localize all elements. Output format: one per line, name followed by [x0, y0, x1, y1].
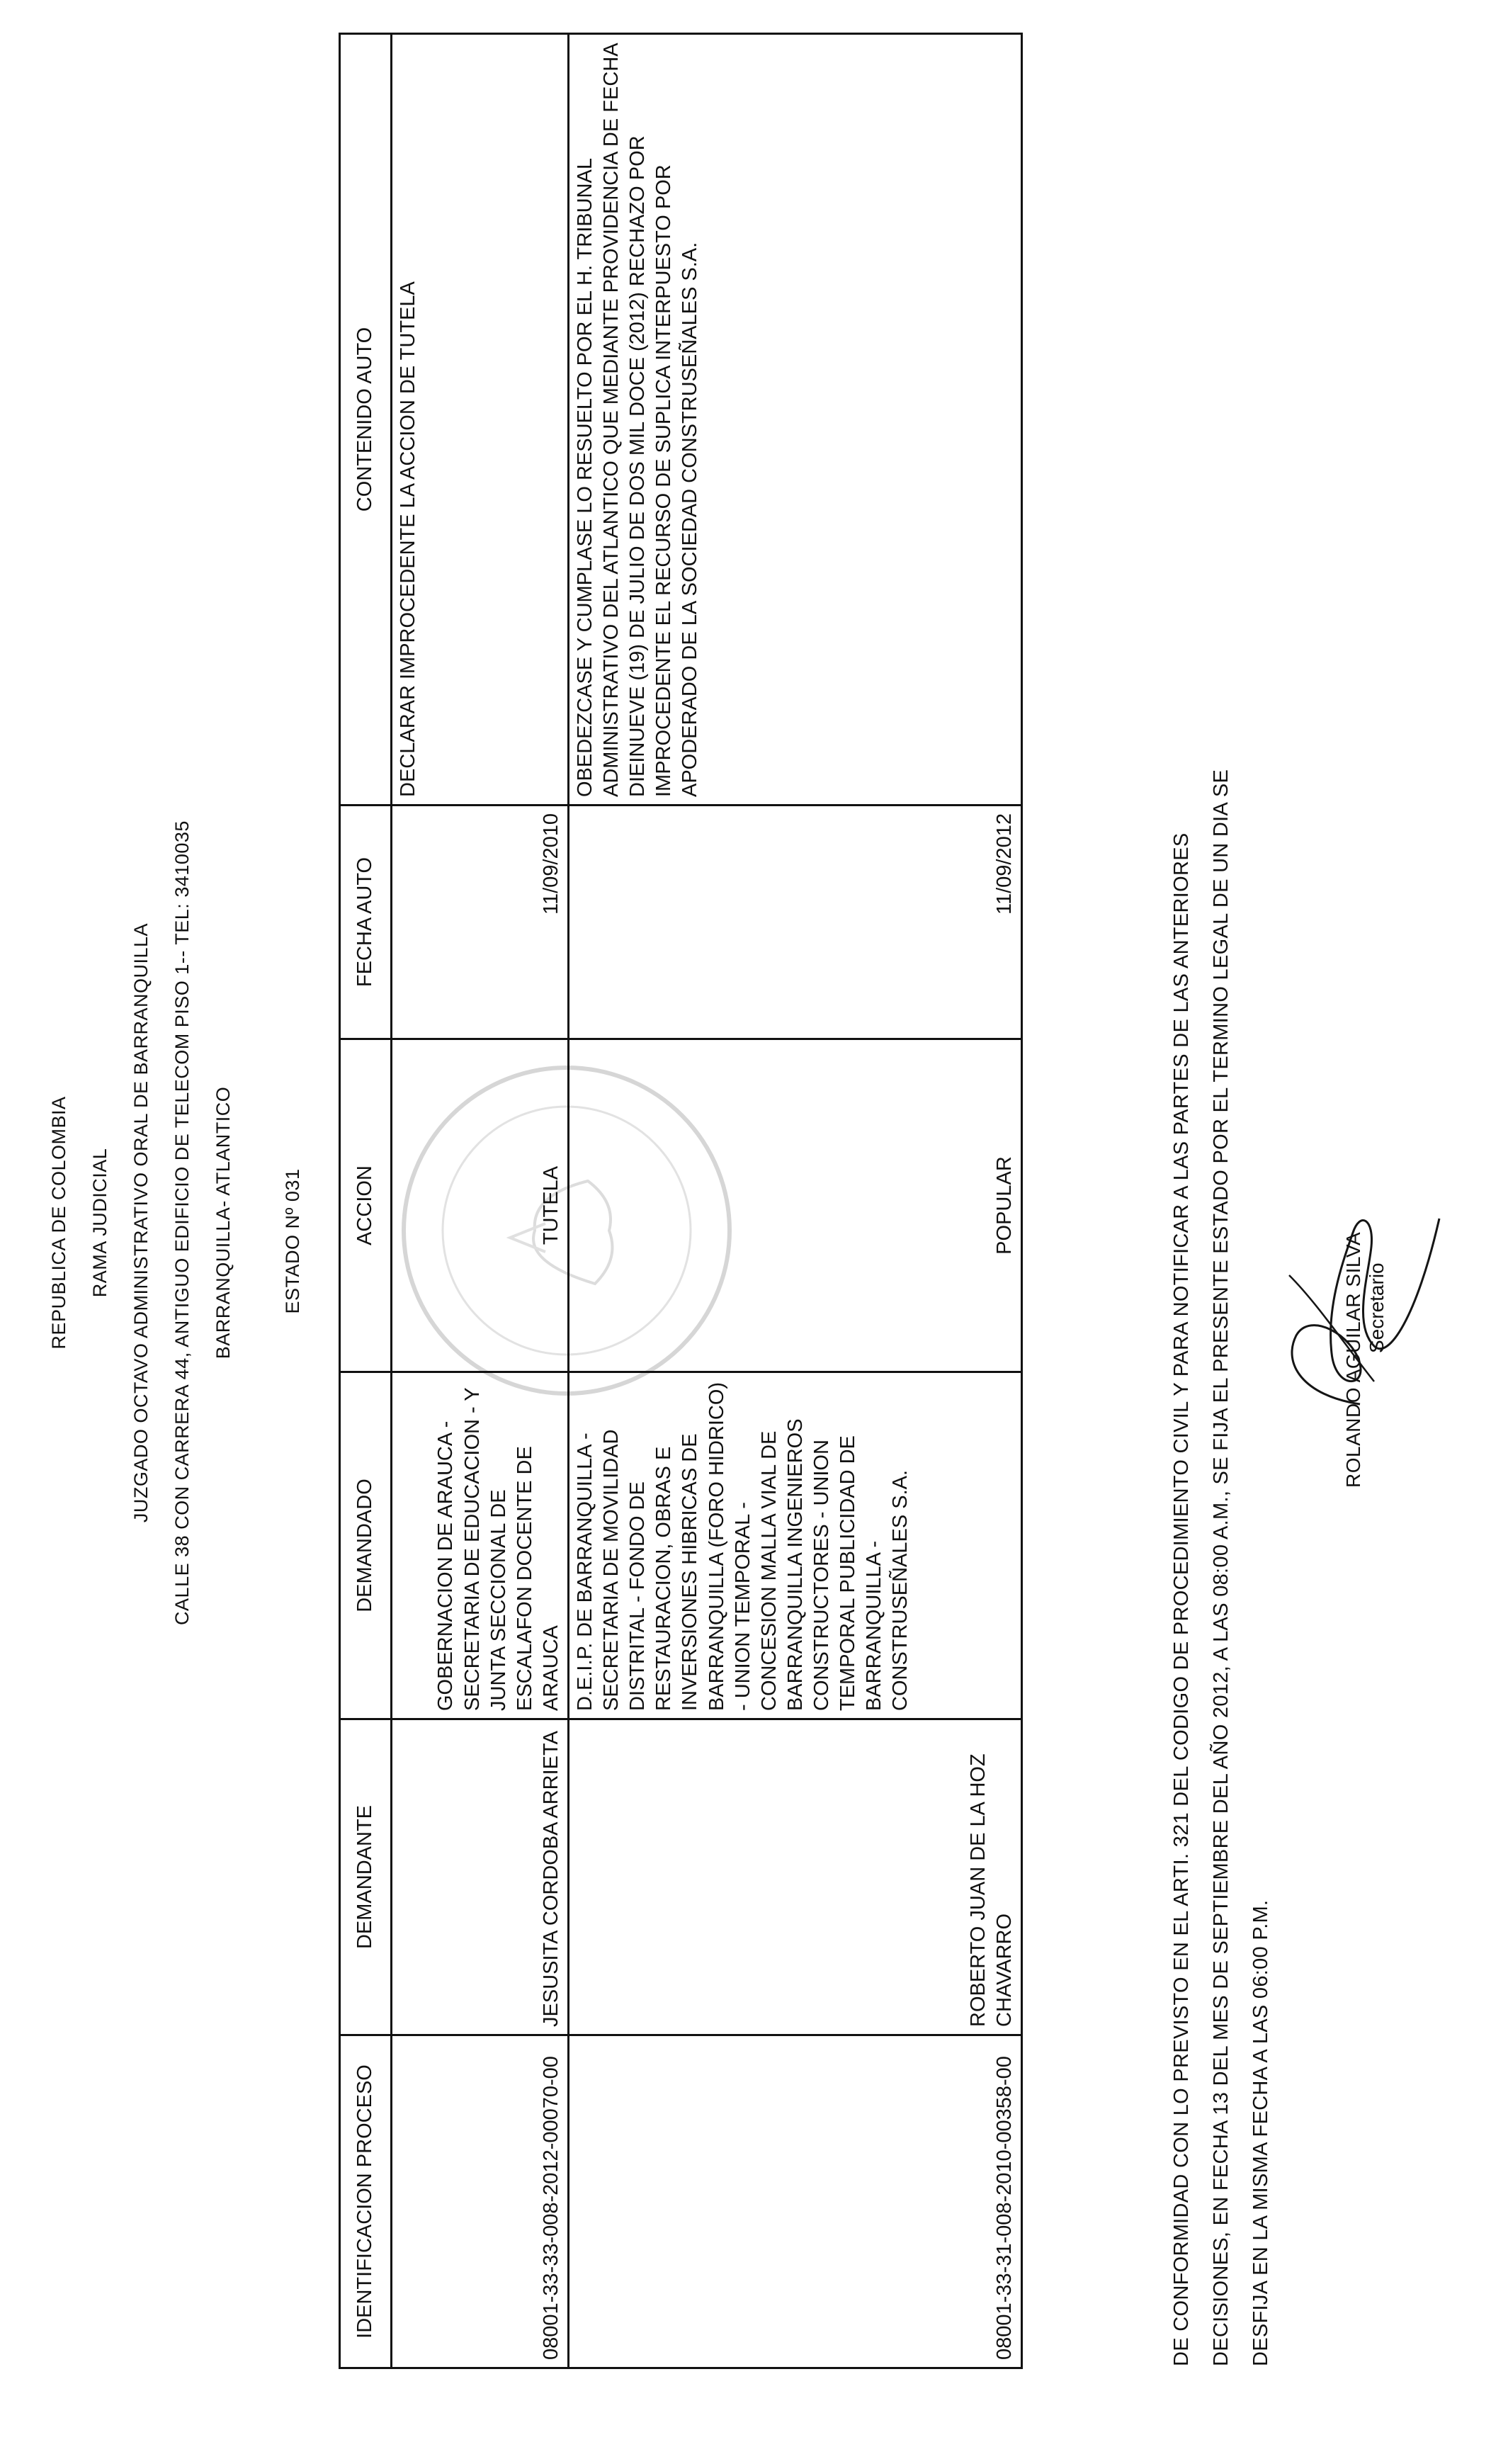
- notification-text: DE CONFORMIDAD CON LO PREVISTO EN EL ARTI. 321 DEL CODIGO DE PROCEDIMIENTO CIVIL Y PARA NOTIFICAR A LAS PARTES DE LAS ANTERIORES DECISIONES, EN FECHA 13 DEL MES DE SEPTIEMBRE DEL AÑO 2012, A LAS 08:00 A.M., SE FIJA EL PRESENTE ESTADO POR EL TERMINO LEGAL DE UN DIA SE DESFIJA EN LA MISMA FECHA A LAS 06:00 P.M.: [1170, 769, 1272, 2366]
- header-court: JUZGADO OCTAVO ADMINISTRATIVO ORAL DE BARRANQUILLA: [130, 922, 152, 1523]
- signature-block: [1275, 1190, 1445, 1488]
- col-header-proceso: IDENTIFICACION PROCESO: [340, 2035, 392, 2368]
- table-header-row: [340, 34, 392, 2368]
- header-address: CALLE 38 CON CARRERA 44, ANTIGUO EDIFICIO DE TELECOM PISO 1-- TEL: 3410035: [171, 820, 193, 1625]
- col-header-fecha: FECHA AUTO: [340, 806, 392, 1039]
- estado-number: ESTADO Nº 031: [282, 1168, 303, 1314]
- cell-contenido: OBEDEZCASE Y CUMPLASE LO RESUELTO POR EL H. TRIBUNAL ADMINISTRATIVO DEL ATLANTICO QUE MEDIANTE PROVIDENCIA DE FECHA DIEINUEVE (19) DE JULIO DE DOS MIL DOCE (2012) RECHAZO POR IMPROCEDENTE EL RECURSO DE SUPLICA INTERPUESTO POR APODERADO DE LA SOCIEDAD CONSTRUSEÑALES S.A.: [569, 34, 1022, 806]
- col-header-accion: ACCION: [340, 1039, 392, 1372]
- signer-role: Secretario: [1366, 1262, 1388, 1353]
- header-country: REPUBLICA DE COLOMBIA: [48, 1096, 69, 1350]
- header-city: BARRANQUILLA- ATLANTICO: [212, 1086, 234, 1360]
- table-row: [569, 34, 1022, 2368]
- cell-demandado: D.E.I.P. DE BARRANQUILLA - SECRETARIA DE MOVILIDAD DISTRITAL - FONDO DE RESTAURACION, OBRAS E INVERSIONES HIBRICAS DE BARRANQUILLA (FORO HIDRICO) - UNION TEMPORAL - CONCESION MALLA VIAL DE BARRANQUILLA INGENIEROS CONSTRUCTORES - UNION TEMPORAL PUBLICIDAD DE BARRANQUILLA - CONSTRUSEÑALES S.A.: [569, 1372, 1022, 1719]
- signer-name: ROLANDO AGUILAR SILVA: [1342, 1231, 1364, 1488]
- cell-demandante: ROBERTO JUAN DE LA HOZ CHAVARRO: [569, 1719, 1022, 2035]
- col-header-demandante: DEMANDANTE: [340, 1719, 392, 2035]
- cell-accion: POPULAR: [569, 1039, 1022, 1372]
- cell-contenido: DECLARAR IMPROCEDENTE LA ACCION DE TUTELA: [392, 34, 569, 806]
- col-header-demandado: DEMANDADO: [340, 1372, 392, 1719]
- cell-proceso: 08001-33-33-008-2012-00070-00: [392, 2035, 569, 2368]
- cell-fecha: 11/09/2010: [392, 806, 569, 1039]
- process-table: [339, 33, 1023, 2369]
- cell-accion: TUTELA: [392, 1039, 569, 1372]
- cell-fecha: 11/09/2012: [569, 806, 1022, 1039]
- cell-proceso: 08001-33-31-008-2010-00358-00: [569, 2035, 1022, 2368]
- table-row: [392, 34, 569, 2368]
- header-branch: RAMA JUDICIAL: [89, 1148, 110, 1298]
- cell-demandante: JESUSITA CORDOBA ARRIETA: [392, 1719, 569, 2035]
- col-header-contenido: CONTENIDO AUTO: [340, 34, 392, 806]
- cell-demandado: GOBERNACION DE ARAUCA - SECRETARIA DE EDUCACION - Y JUNTA SECCIONAL DE ESCALAFON DOCENTE DE ARAUCA: [392, 1372, 569, 1719]
